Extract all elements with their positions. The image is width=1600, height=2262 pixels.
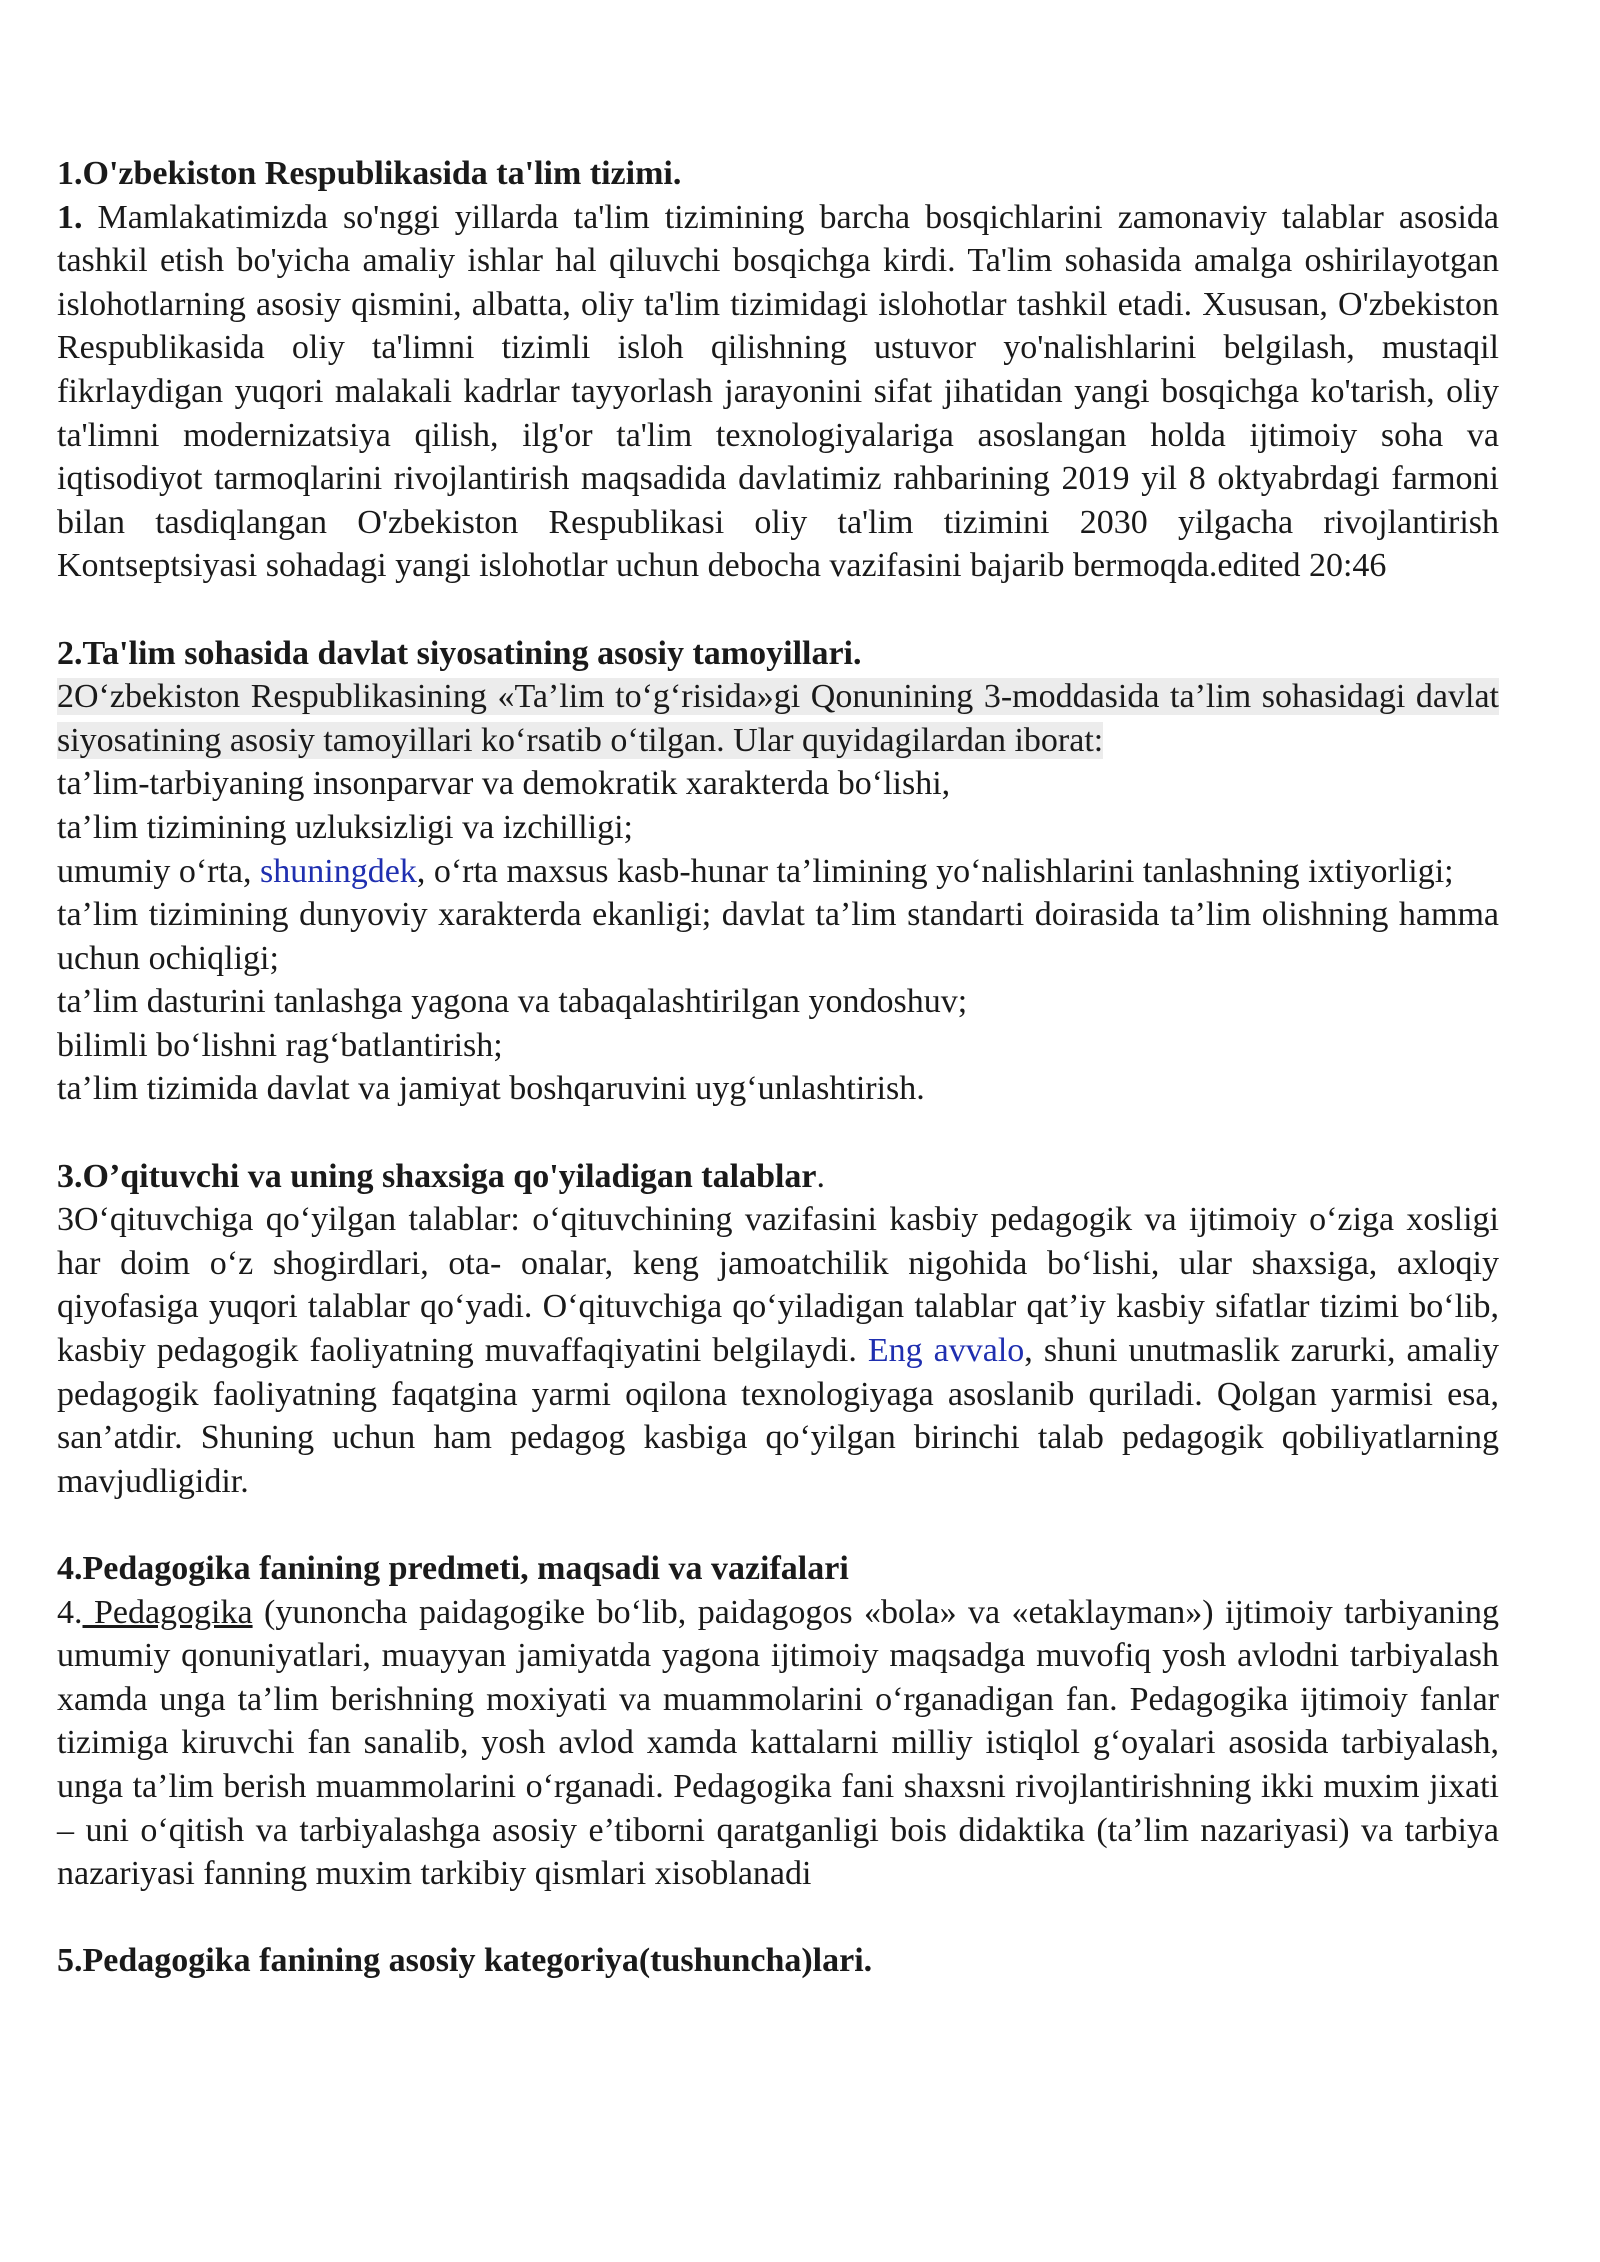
section-2-item — [57, 850, 1499, 894]
section-2-item: ta’lim tizimida davlat va jamiyat boshqaruvini uyg‘unlashtirish. — [57, 1070, 925, 1108]
section-2-item-text: , o‘rta maxsus kasb-hunar ta’limining yo‘nalishlarini tanlashning ixtiyorligi; — [416, 852, 1454, 890]
section-1-text: Mamlakatimizda so'nggi yillarda ta'lim tizimining barcha bosqichlarini zamonaviy talablar asosida tashkil etish bo'yicha amaliy ishlar hal qiluvchi bosqichga kirdi. Ta'lim sohasida amalga oshirilayotgan islohotlarning asosiy qismini, albatta, oliy ta'lim tizimidagi islohotlar tashkil etadi. Xususan, O'zbekiston Respublikasida oliy ta'limni tizimli isloh qilishning ustuvor yo'nalishlarini belgilash, mustaqil fikrlaydigan yuqori malakali kadrlar tayyorlash jarayonini sifat jihatidan yangi bosqichga ko'tarish, oliy ta'limni modernizatsiya qilish, ilg'or ta'lim texnologiyalariga asoslangan holda ijtimoiy soha va iqtisodiyot tarmoqlarini rivojlantirish maqsadida davlatimiz rahbarining 2019 yil 8 oktyabrdagi farmoni bilan tasdiqlangan O'zbekiston Respublikasi oliy ta'lim tizimini 2030 yilgacha rivojlantirish Kontseptsiyasi sohadagi yangi islohotlar uchun debocha vazifasini bajarib bermoqda.edited 20:46 — [57, 198, 1499, 585]
section-2-item: ta’lim dasturini tanlashga yagona va tabaqalashtirilgan yondoshuv; — [57, 983, 968, 1021]
section-4-heading: 4.Pedagogika fanining predmeti, maqsadi va vazifalari — [57, 1550, 849, 1587]
section-2-item: ta’lim tizimining dunyoviy xarakterda ekanligi; davlat ta’lim standarti doirasida ta’lim olishning hamma uchun ochiqligi; — [57, 896, 1499, 977]
section-3-text: 3O‘qituvchiga qo‘yilgan talablar: o‘qituvchining vazifasini kasbiy pedagogik va ijtimoiy o‘ziga xosligi har doim o‘z shogirdlari, ota- onalar, keng jamoatchilik nigohida bo‘lishi, ular shaxsiga, axloqiy qiyofasiga yuqori talablar qo‘yadi. O‘qituvchiga qo‘yiladigan talablar qat’iy kasbiy sifatlar tizimi bo‘lib, kasbiy pedagogik faoliyatning muvaffaqiyatini belgilaydi. — [57, 1201, 1499, 1370]
section-2-intro — [57, 675, 1499, 762]
section-3-text: , shuni unutmaslik zarurki, amaliy pedagogik faoliyatning faqatgina yarmi oqilona texnologiyaga asoslanib quriladi. Qolgan yarmisi esa, san’atdir. Shuning uchun ham pedagog kasbiga qo‘yilgan birinchi talab pedagogik qobiliyatlarning mavjudligidir. — [57, 1332, 1500, 1500]
section-4-text: (yunoncha paidagogike bo‘lib, paidagogos «bola» va «etaklayman») ijtimoiy tarbiyaning umumiy qonuniyatlari, muayyan jamiyatda yagona ijtimoiy maqsadga muvofiq yosh avlodni tarbiyalash xamda unga ta’lim berishning moxiyati va muammolarini o‘rganadigan fan. Pedagogika ijtimoiy fanlar tizimiga kiruvchi fan sanalib, yosh avlod xamda kattalarni milliy istiqlol g‘oyalari asosida tarbiyalash, unga ta’lim berish muammolarini o‘rganadi. Pedagogika fani shaxsni rivojlantirishning ikki muxim jixati – uni o‘qitish va tarbiyalashga asosiy e’tiborni qaratganligi bois didaktika (ta’lim nazariyasi) va tarbiya nazariyasi fanning muxim tarkibiy qismlari xisoblanadi — [57, 1593, 1499, 1893]
section-2-heading: 2.Ta'lim sohasida davlat siyosatining asosiy tamoyillari. — [57, 634, 862, 672]
spacer — [57, 1503, 1499, 1547]
section-3-heading-tail: . — [816, 1157, 826, 1195]
section-5-heading: 5.Pedagogika fanining asosiy kategoriya(tushuncha)lari. — [57, 1942, 873, 1980]
section-1-paragraph — [57, 196, 1499, 588]
section-4-paragraph — [57, 1591, 1499, 1896]
section-3-heading: 3.O’qituvchi va uning shaxsiga qo'yiladigan talablar — [57, 1157, 817, 1195]
shuningdek-link[interactable]: shuningdek — [260, 852, 417, 890]
section-2-item: ta’lim tizimining uzluksizligi va izchilligi; — [57, 808, 634, 846]
section-2-item-text: umumiy o‘rta, — [57, 852, 261, 890]
eng-avvalo-link[interactable]: Eng avvalo — [867, 1332, 1025, 1370]
section-1-number: 1. — [57, 198, 83, 236]
section-1-heading: 1.O'zbekiston Respublikasida ta'lim tizimi. — [57, 155, 682, 192]
section-3-paragraph — [57, 1198, 1499, 1503]
section-2-intro-text: 2O‘zbekiston Respublikasining «Ta’lim to‘g‘risida»gi Qonunining 3-moddasida ta’lim sohasidagi davlat siyosatining asosiy tamoyillari ko‘rsatib o‘tilgan. Ular quyidagilardan iborat: — [57, 678, 1499, 759]
pedagogika-link[interactable]: Pedagogika — [82, 1593, 253, 1631]
section-2-item: bilimli bo‘lishni rag‘batlantirish; — [57, 1026, 503, 1064]
document-page — [57, 152, 1499, 1983]
section-3-heading-line — [57, 1155, 1499, 1199]
spacer — [57, 1111, 1499, 1155]
spacer — [57, 1896, 1499, 1940]
section-2-item: ta’lim-tarbiyaning insonparvar va demokratik xarakterda bo‘lishi, — [57, 765, 951, 803]
spacer — [57, 588, 1499, 632]
section-4-number: 4. — [57, 1593, 83, 1631]
